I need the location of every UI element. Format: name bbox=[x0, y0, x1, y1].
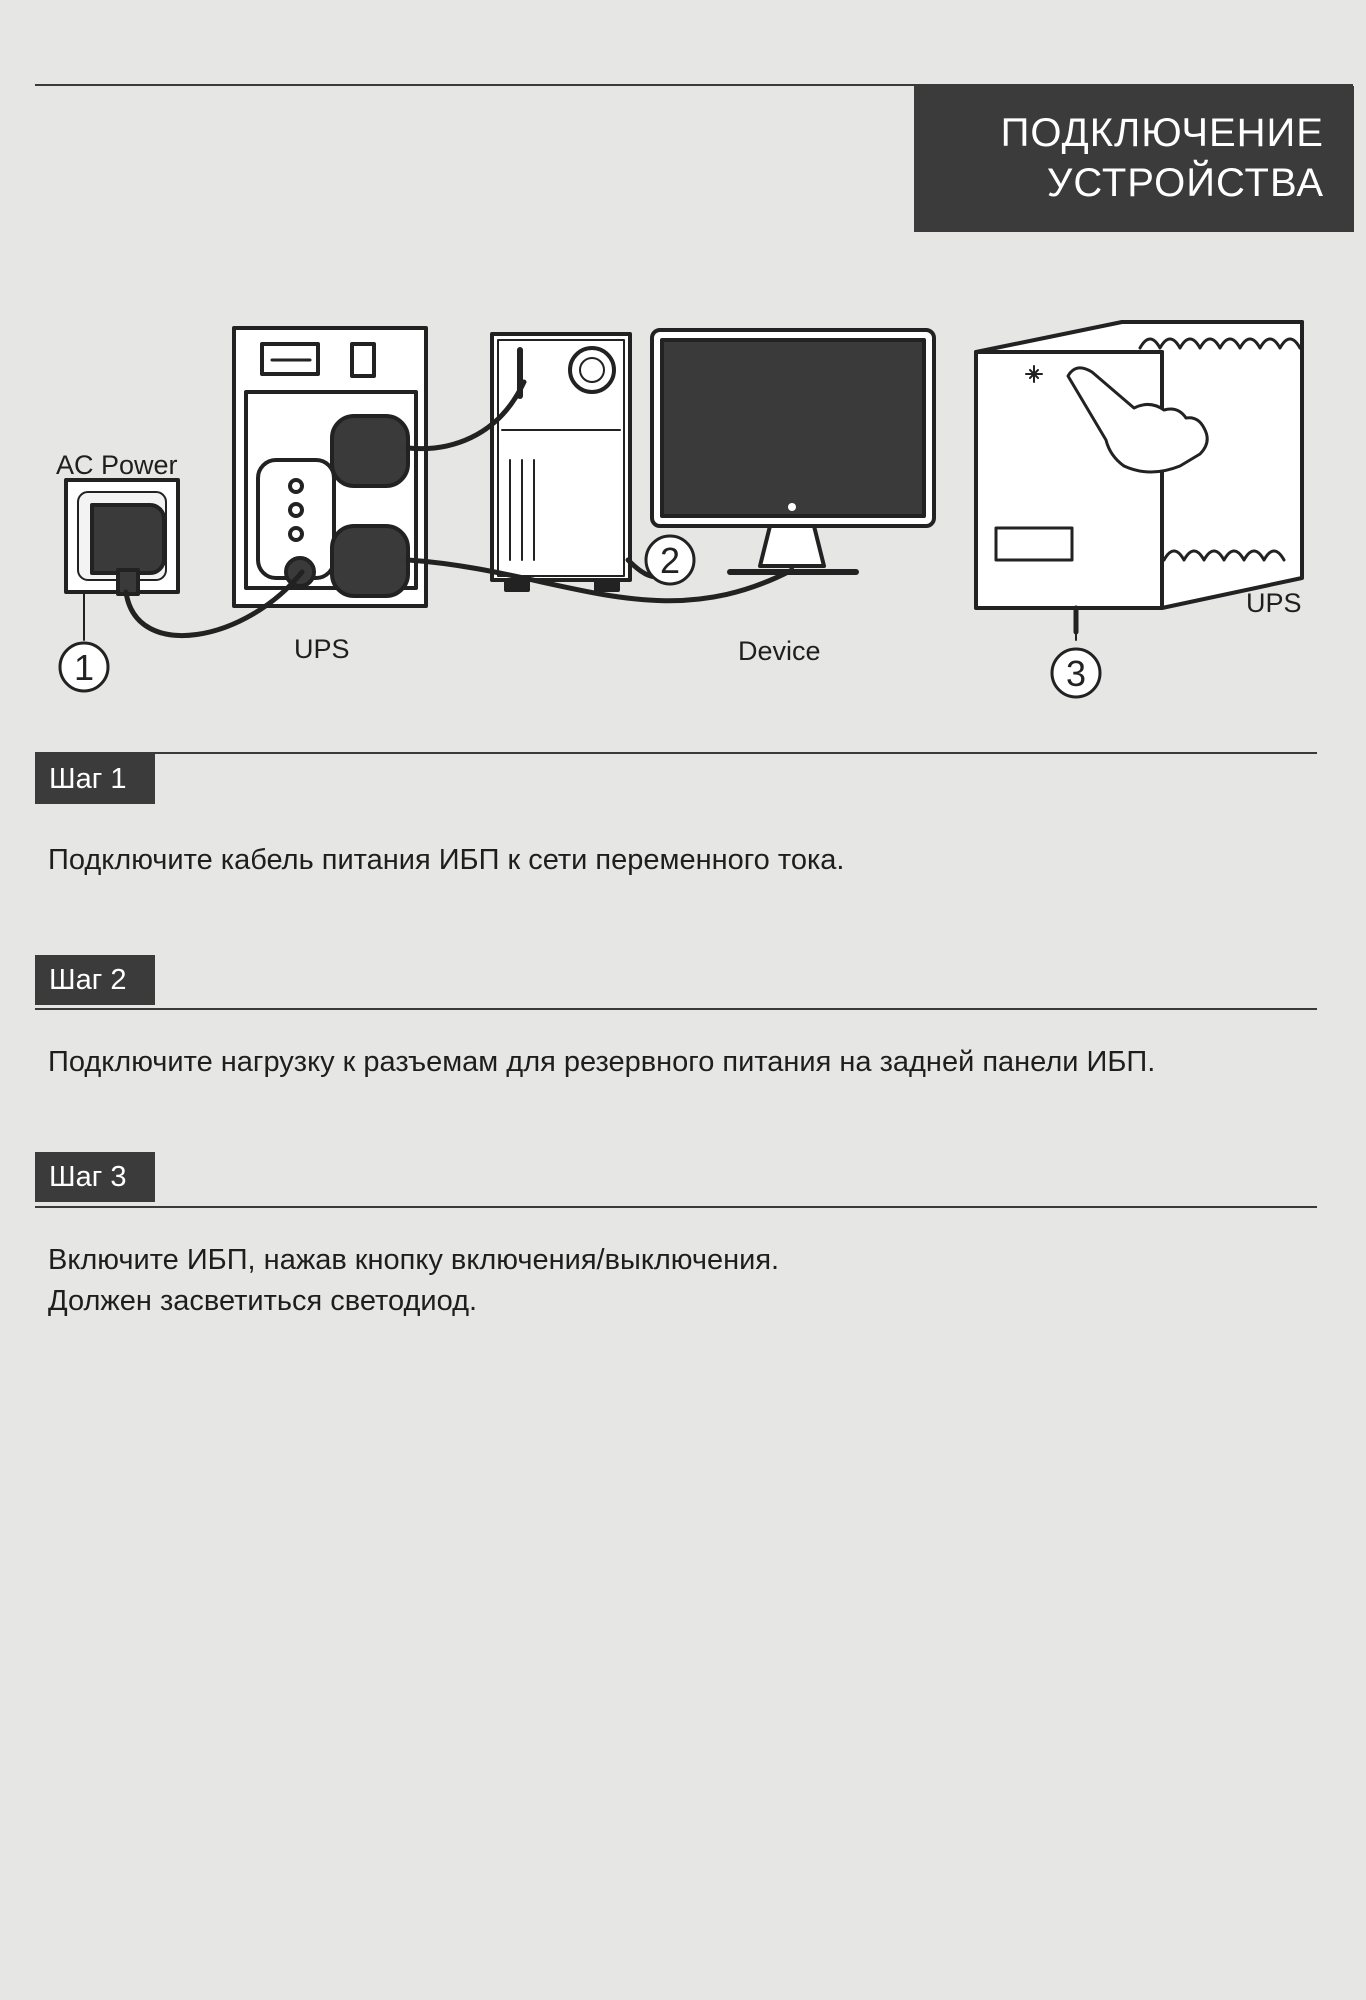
connection-diagram bbox=[0, 0, 1366, 720]
step-1-text: Подключите кабель питания ИБП к сети переменного тока. bbox=[48, 844, 845, 876]
step-3-divider bbox=[35, 1206, 1317, 1208]
marker-1-label: 1 bbox=[73, 647, 95, 688]
marker-1 bbox=[60, 643, 108, 691]
marker-3-label: 3 bbox=[1065, 653, 1087, 694]
device-label: Device bbox=[738, 636, 821, 666]
monitor-icon bbox=[652, 330, 934, 572]
step-2-text: Подключите нагрузку к разъемам для резервного питания на задней панели ИБП. bbox=[48, 1046, 1156, 1078]
ups-front-label: UPS bbox=[1246, 588, 1302, 618]
page-title-line-2: УСТРОЙСТВА bbox=[1046, 161, 1324, 205]
step-1-divider bbox=[35, 752, 1317, 754]
page-title-line-1: ПОДКЛЮЧЕНИЕ bbox=[1000, 111, 1324, 155]
wall-socket-icon bbox=[66, 480, 178, 594]
step-1-badge: Шаг 1 bbox=[35, 754, 155, 804]
marker-3 bbox=[1052, 649, 1100, 697]
step-2-badge: Шаг 2 bbox=[35, 955, 155, 1005]
step-3-badge: Шаг 3 bbox=[35, 1152, 155, 1202]
ups-back-icon bbox=[234, 328, 426, 606]
step-3-text-line-2: Должен засветиться светодиод. bbox=[48, 1285, 478, 1317]
ups-back-label: UPS bbox=[294, 634, 350, 664]
marker-2-label: 2 bbox=[659, 540, 681, 581]
pc-tower-icon bbox=[492, 334, 630, 590]
step-2-divider bbox=[35, 1008, 1317, 1010]
step-3-text-line-1: Включите ИБП, нажав кнопку включения/выключения. bbox=[48, 1244, 780, 1276]
marker-2 bbox=[646, 536, 694, 584]
ac-power-label: AC Power bbox=[56, 450, 178, 480]
